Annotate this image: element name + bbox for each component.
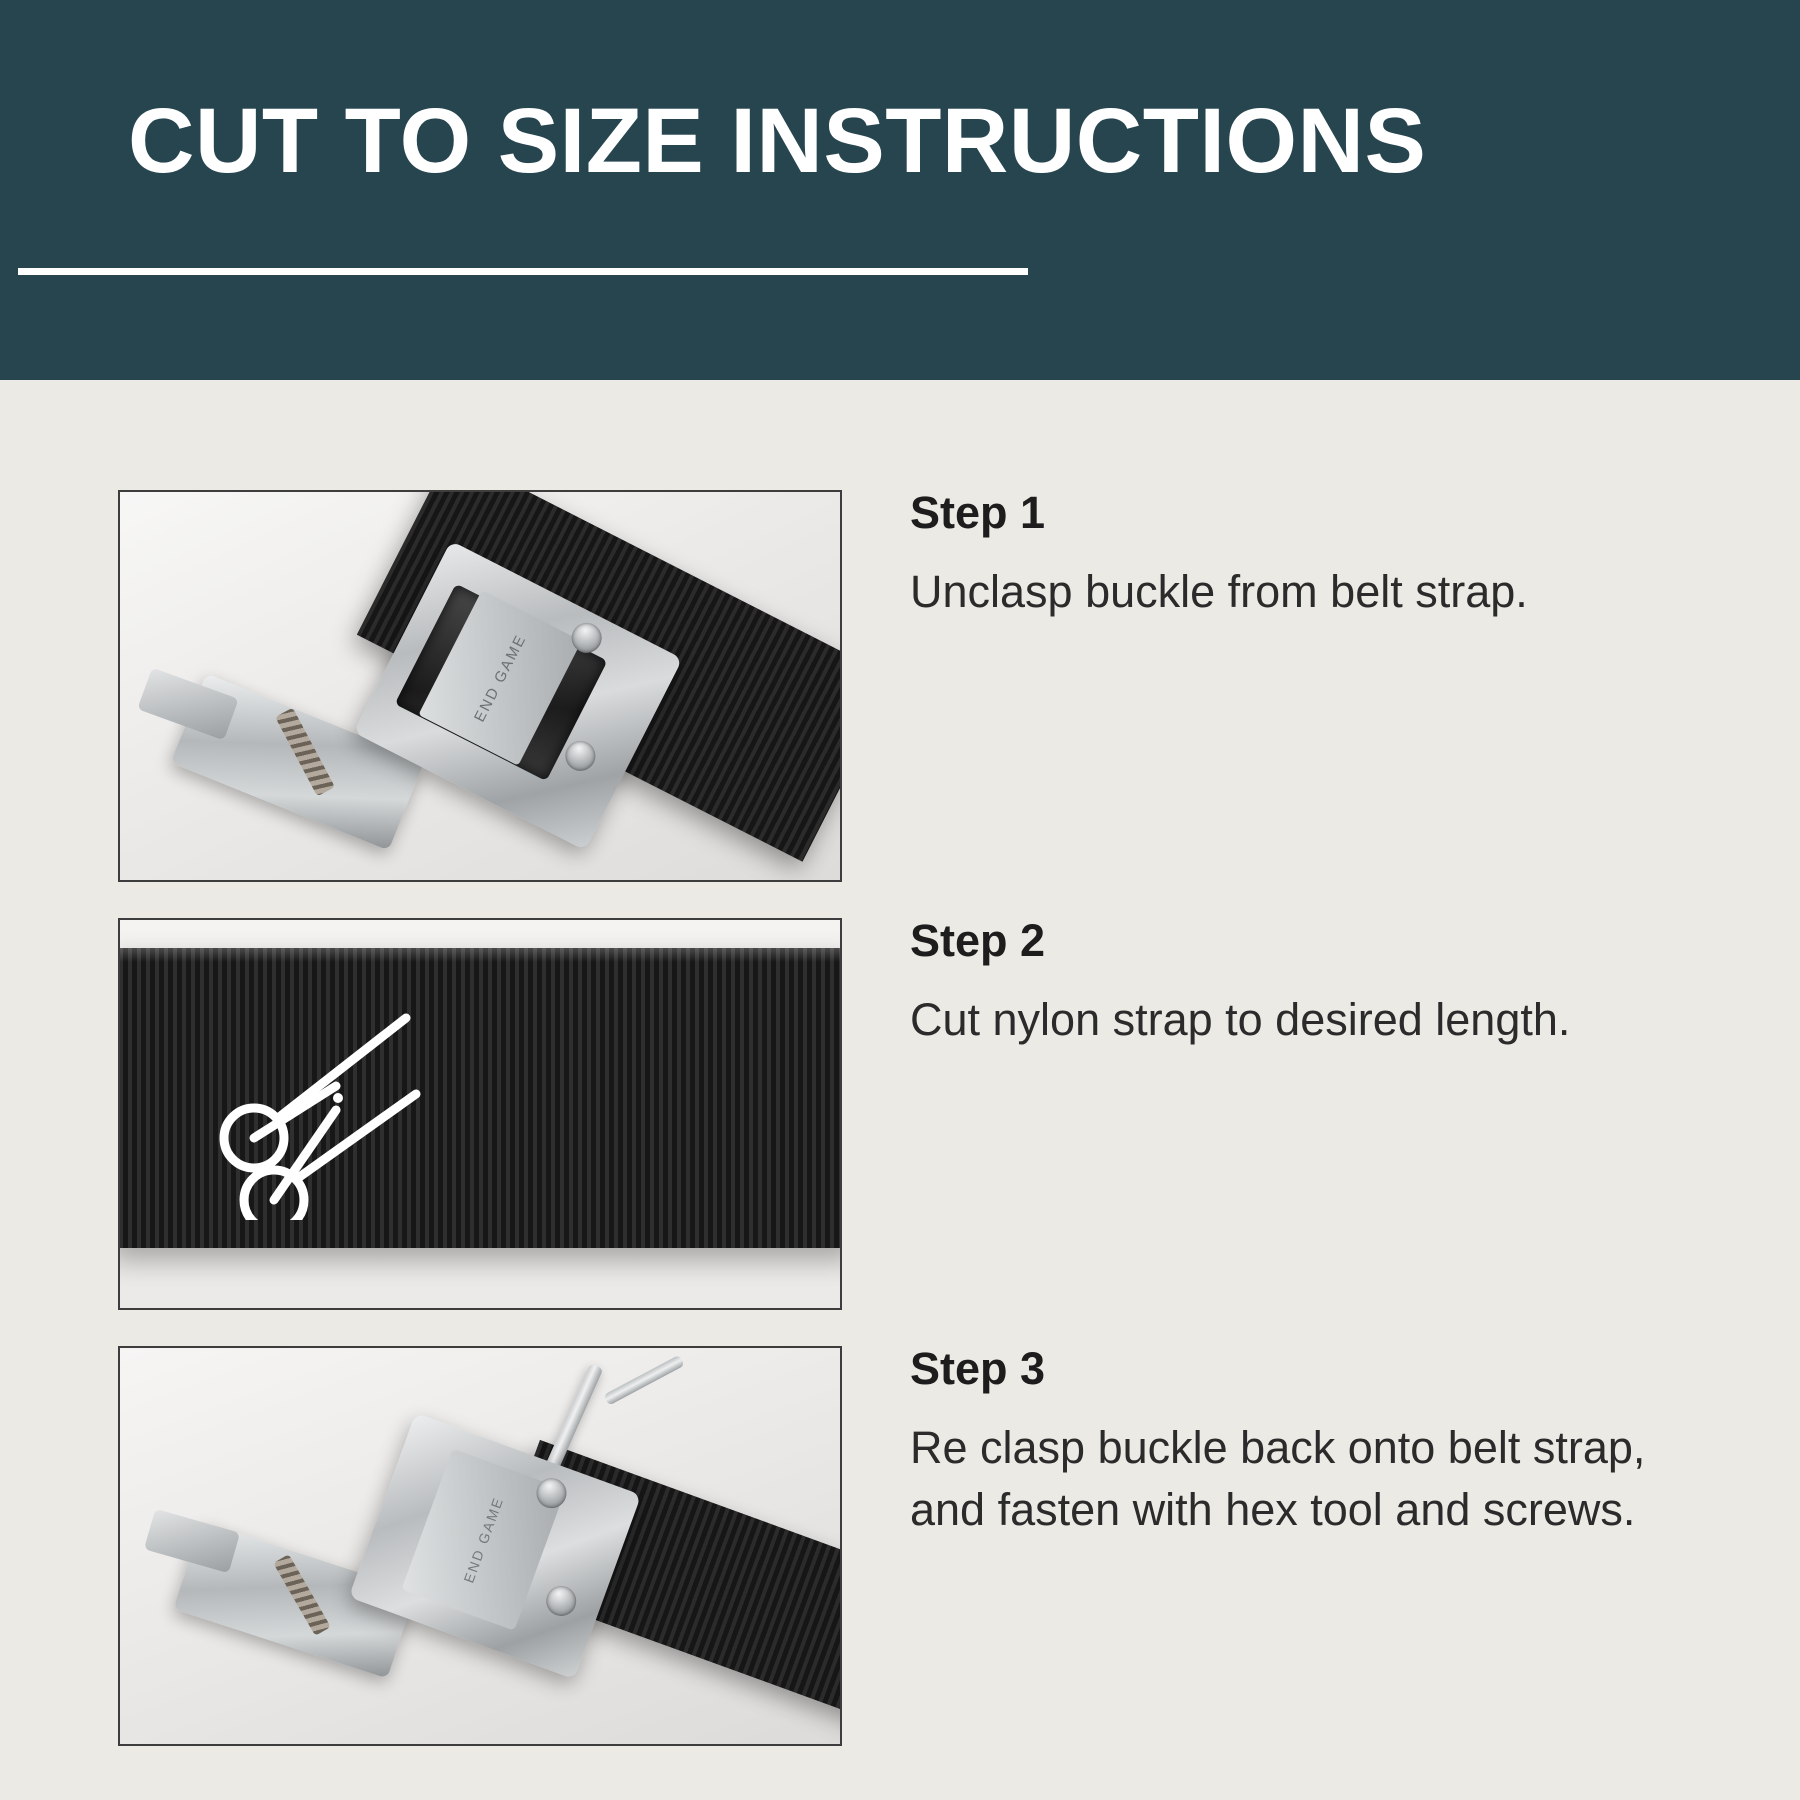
- scissors-icon: [210, 990, 450, 1220]
- page-title: CUT TO SIZE INSTRUCTIONS: [128, 90, 1427, 192]
- step-2-description: Cut nylon strap to desired length.: [910, 994, 1571, 1045]
- step-3-description: Re clasp buckle back onto belt strap, and fasten with hex tool and screws.: [910, 1422, 1646, 1536]
- step-3-image: [118, 1346, 842, 1746]
- screw-icon: [542, 1582, 580, 1620]
- step-row: [0, 915, 1800, 1318]
- step-row: [0, 487, 1800, 890]
- buckle-brand-label: END GAME: [418, 590, 581, 766]
- step-row: [0, 1343, 1800, 1756]
- step-1-description: Unclasp buckle from belt strap.: [910, 566, 1528, 617]
- buckle-brand-label: END GAME: [401, 1449, 565, 1631]
- step-3-title: Step 3: [910, 1343, 1046, 1394]
- step-2-title: Step 2: [910, 915, 1046, 966]
- step-1-image: [118, 490, 842, 882]
- step-1-title: Step 1: [910, 487, 1046, 538]
- steps-container: [0, 380, 1800, 1800]
- header-divider: [18, 268, 1028, 275]
- step-1-text: [910, 487, 1670, 623]
- header-banner: [0, 0, 1800, 380]
- step-2-text: [910, 915, 1670, 1051]
- step-2-image: [118, 918, 842, 1310]
- step-3-text: [910, 1343, 1670, 1541]
